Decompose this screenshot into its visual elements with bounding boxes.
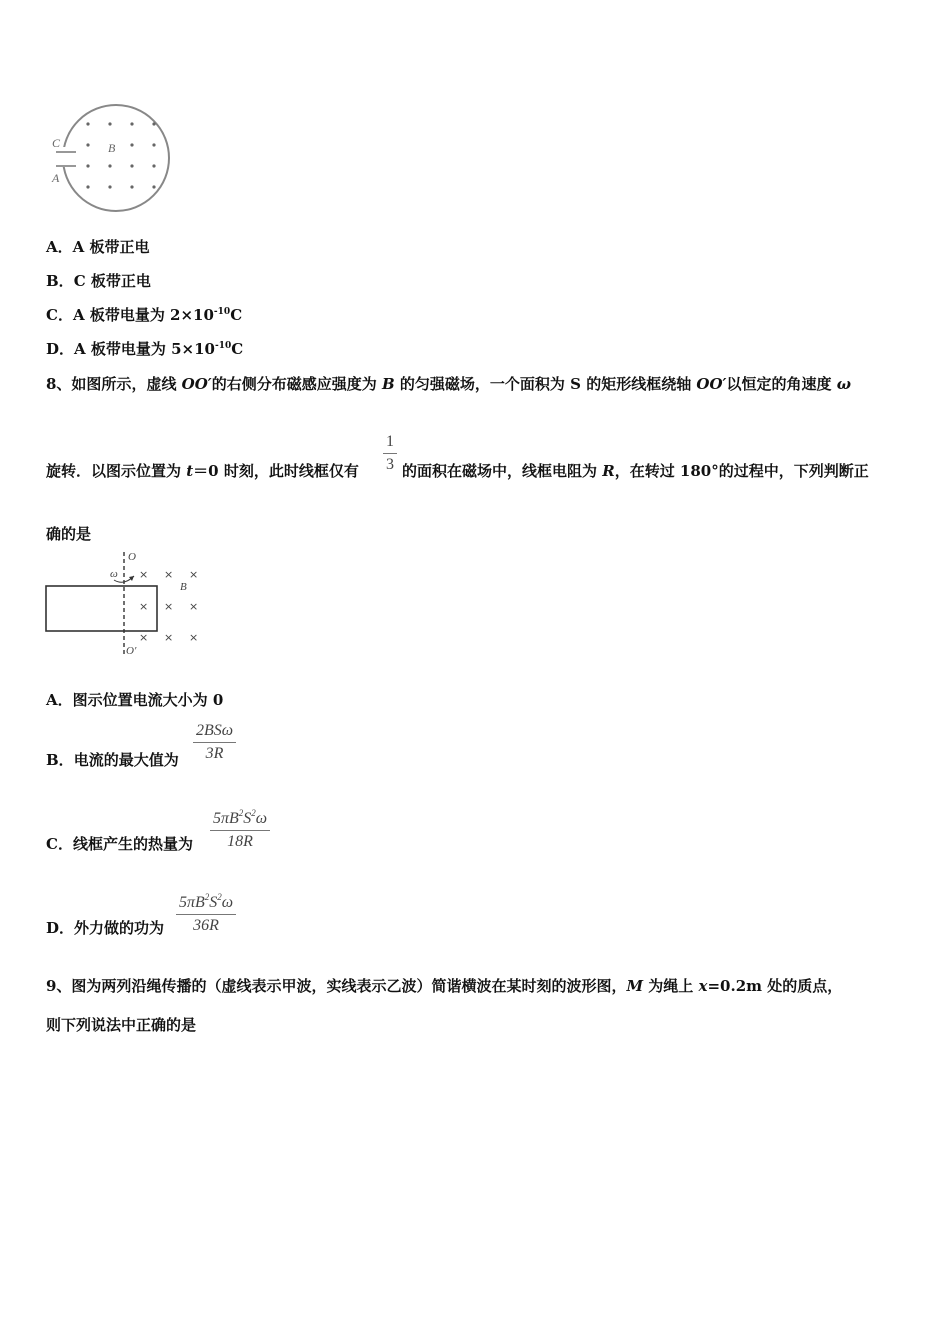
capacitor-gap (61, 147, 69, 167)
formula-c: $\frac{5\pi B^2S^2\omega}{18R}$ (210, 808, 270, 851)
svg-text:×: × (189, 568, 199, 581)
q8-option-d[interactable]: D．外力做的功为 (46, 919, 165, 937)
q9-stem-line1: 9、图为两列沿绳传播的（虚线表示甲波，实线表示乙波）简谐横波在某时刻的波形图，M 为绳上 x=0.2m 处的质点， (46, 977, 843, 995)
formula-d: $\frac{5\pi B^2S^2\omega}{36R}$ (176, 892, 236, 935)
fraction-one-third: $\frac{1}{3}$ (383, 433, 397, 474)
q7-option-d[interactable]: D．A 板带电量为 $5\times 10^{-10}C$ (46, 340, 244, 358)
svg-text:×: × (139, 600, 149, 613)
label-omega: ω (110, 568, 118, 580)
q8-stem-line1: 8、如图所示，虚线 OO′的右侧分布磁感应强度为 B 的匀强磁场，一个面积为 S 的矩形线框绕轴 OO′以恒定的角速度 ω (46, 375, 852, 393)
q8-figure (44, 548, 204, 660)
svg-text:×: × (164, 631, 174, 644)
q9-stem-line2: 则下列说法中正确的是 (46, 1016, 197, 1034)
q7-option-b[interactable]: B．C 板带正电 (46, 272, 151, 290)
q8-option-b[interactable]: B．电流的最大值为 (46, 751, 179, 769)
label-b-field: B (180, 581, 187, 593)
q8-option-c[interactable]: C．线框产生的热量为 (46, 835, 193, 853)
field-circle (63, 105, 169, 211)
svg-text:×: × (189, 600, 199, 613)
label-c: C (52, 136, 61, 150)
q8-option-a[interactable]: A．图示位置电流大小为 0 (46, 691, 224, 709)
svg-text:×: × (139, 568, 149, 581)
label-o-prime: O′ (126, 645, 137, 657)
q7-figure (44, 100, 176, 218)
q8-stem-line3: 确的是 (46, 525, 92, 543)
field-dots (86, 122, 155, 188)
q7-option-c[interactable]: C．A 板带电量为 $2\times 10^{-10}C$ (46, 306, 243, 324)
q7-option-a[interactable]: A．A 板带正电 (46, 238, 150, 256)
formula-b: 2BSω 3R (193, 722, 236, 763)
svg-text:×: × (164, 600, 174, 613)
svg-text:×: × (189, 631, 199, 644)
svg-text:×: × (164, 568, 174, 581)
label-a: A (52, 171, 60, 185)
label-o: O (128, 551, 136, 563)
field-crosses (139, 568, 198, 644)
q8-stem-line2a: 旋转．以图示位置为 t＝0 时刻，此时线框仅有 (46, 462, 359, 480)
q8-stem-line2b: 的面积在磁场中，线框电阻为 R，在转过 180°的过程中，下列判断正 (402, 462, 869, 480)
label-b: B (108, 141, 116, 155)
svg-text:×: × (139, 631, 149, 644)
